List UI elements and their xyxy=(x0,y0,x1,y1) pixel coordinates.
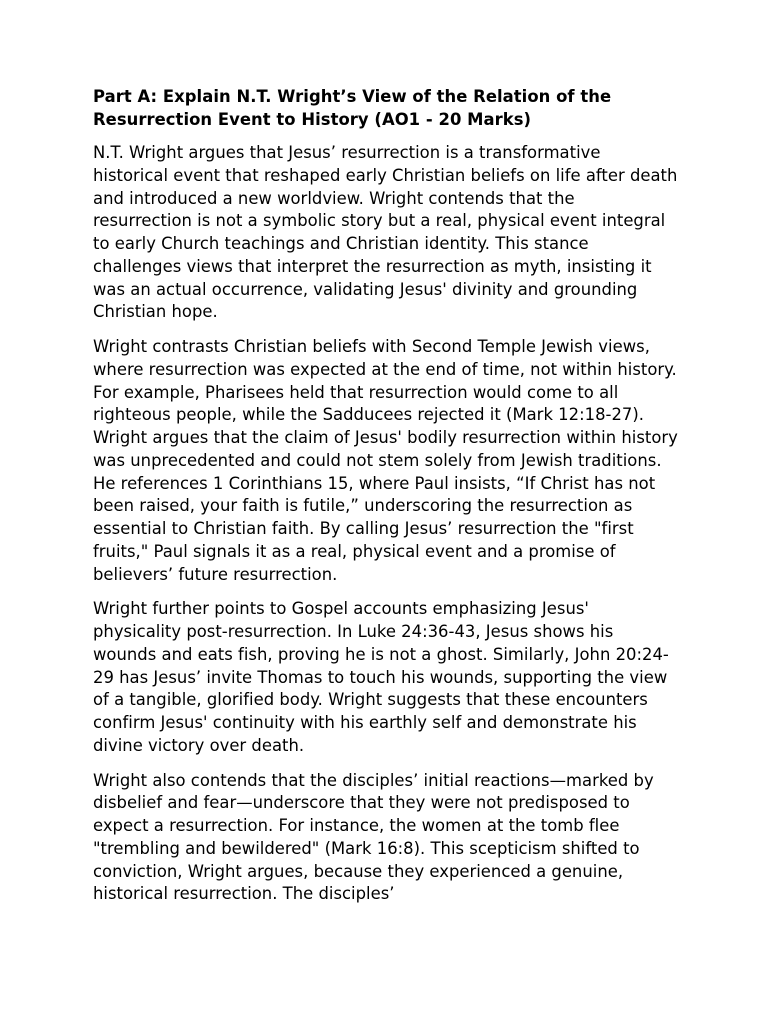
document-page xyxy=(93,86,678,918)
document-title: Part A: Explain N.T. Wright’s View of the Relation of the Resurrection Event to History (AO1 - 20 Marks) xyxy=(93,87,612,129)
paragraph-3: Wright further points to Gospel accounts emphasizing Jesus' physicality post-resurrection. In Luke 24:36-43, Jesus shows his wounds and eats fish, proving he is not a ghost. Similarly, John 20:24-29 has Jesus’ invite Thomas to touch his wounds, supporting the view of a tangible, glorified body. Wright suggests that these encounters confirm Jesus' continuity with his earthly self and demonstrate his divine victory over death. xyxy=(93,599,669,755)
paragraph-2: Wright contrasts Christian beliefs with Second Temple Jewish views, where resurrection was expected at the end of time, not within history. For example, Pharisees held that resurrection would come to all righteous people, while the Sadducees rejected it (Mark 12:18-27). Wright argues that the claim of Jesus' bodily resurrection within history was unprecedented and could not stem solely from Jewish traditions. He references 1 Corinthians 15, where Paul insists, “If Christ has not been raised, your faith is futile,” underscoring the resurrection as essential to Christian faith. By calling Jesus’ resurrection the "first fruits," Paul signals it as a real, physical event and a promise of believers’ future resurrection. xyxy=(93,337,678,584)
paragraph-4: Wright also contends that the disciples’ initial reactions—marked by disbelief and fear—underscore that they were not predisposed to expect a resurrection. For instance, the women at the tomb flee "trembling and bewildered" (Mark 16:8). This scepticism shifted to conviction, Wright argues, because they experienced a genuine, historical resurrection. The disciples’ xyxy=(93,770,654,904)
paragraph-1: N.T. Wright argues that Jesus’ resurrection is a transformative historical event that reshaped early Christian beliefs on life after death and introduced a new worldview. Wright contends that the resurrection is not a symbolic story but a real, physical event integral to early Church teachings and Christian identity. This stance challenges views that interpret the resurrection as myth, insisting it was an actual occurrence, validating Jesus' divinity and grounding Christian hope. xyxy=(93,143,678,322)
